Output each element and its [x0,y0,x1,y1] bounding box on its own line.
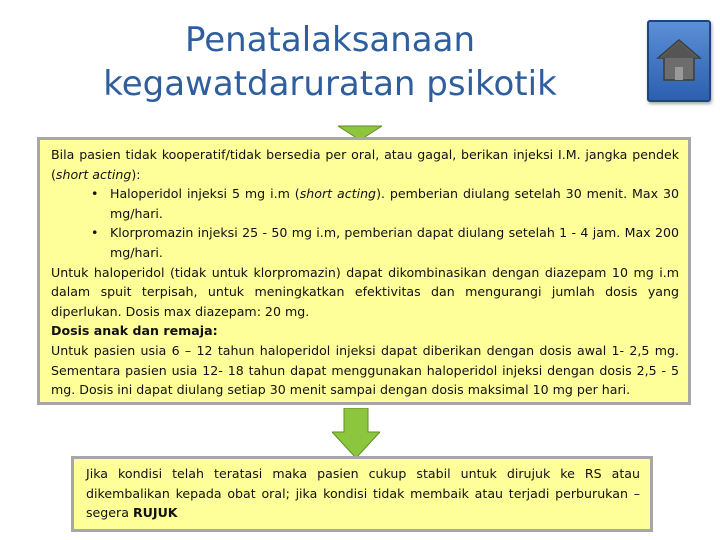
list-item: • Klorpromazin injeksi 25 - 50 mg i.m, pemberian dapat diulang setelah 1 - 4 jam. Max 200 mg/hari. [91,225,679,260]
referral-box [71,456,653,532]
emergency-im-dosing-box [37,137,691,405]
referral-text: Jika kondisi telah teratasi maka pasien cukup stabil untuk dirujuk ke RS atau dikembalikan kepada obat oral; jika kondisi tidak membaik atau terjadi perburukan – segera RUJUK [86,466,640,521]
list-item: • Haloperidol injeksi 5 mg i.m (short acting). pemberian diulang setelah 30 menit. Max 30 mg/hari. [91,186,680,221]
bullet-icon: • [91,225,99,241]
page-title [60,18,600,106]
diazepam-paragraph: Untuk haloperidol (tidak untuk klorpromazin) dapat dikombinasikan dengan diazepam 10 mg i.m dalam spuit terpisah, untuk meningkatkan efektivitas dan mengurangi jumlah dosis yang diperlukan. Dosis max diazepam: 20 mg. [51,264,679,319]
home-icon [655,36,703,84]
pediatric-paragraph: Untuk pasien usia 6 – 12 tahun haloperidol injeksi dapat diberikan dengan dosis awal 1- 2,5 mg. Sementara pasien usia 12- 18 tahun dapat menggunakan haloperidol injeksi dengan dosis 2,5 - 5 mg. Dosis ini dapat diulang setiap 30 menit sampai dengan dosis maksimal 10 mg per hari. [51,342,679,398]
pediatric-heading: Dosis anak dan remaja: [51,323,218,339]
intro-text: Bila pasien tidak kooperatif/tidak bersedia per oral, atau gagal, berikan injeksi I.M. jangka pendek (short acting): [51,147,679,182]
home-button[interactable] [647,20,711,102]
page-title-line1: Penatalaksanaan [184,20,476,60]
flow-arrow-down [332,408,380,458]
bullet-icon: • [91,186,99,202]
page-title-line2: kegawatdaruratan psikotik [103,64,557,104]
